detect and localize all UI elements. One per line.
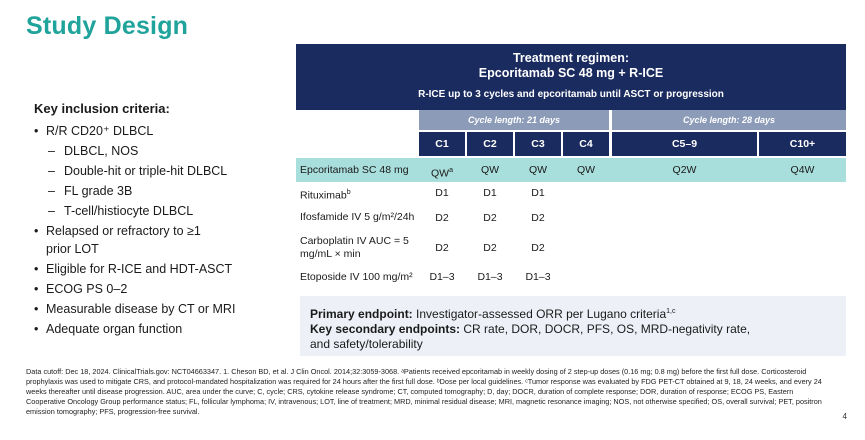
- row-label-rituximab: [300, 186, 351, 203]
- row-label-epcoritamab: Epcoritamab SC 48 mg: [300, 164, 409, 176]
- criteria-item: • Eligible for R-ICE and HDT-ASCT: [34, 260, 294, 278]
- table-cell: D1–3: [429, 271, 455, 283]
- footnote: Data cutoff: Dec 18, 2024. ClinicalTrials.gov: NCT04663347. 1. Cheson BD, et al. J Clin Oncol. 2014;32:3059-3068. ᵃPatients received epcoritamab in weekly dosing of 2 step-up doses (0.16 mg; 0.8 mg) before the first full dose. Corticosteroid prophylaxis was used to mitigate CRS, and protocol-mandated hospitalization was required for 24 hours after the first full dose. ᵇDose per local guidelines. ᶜTumor response was evaluated by FDG PET-CT obtained at 9, 18, 24 weeks, and every 24 weeks thereafter until disease progression. AUC, area under the curve; C, cycle; CRS, cytokine release syndrome; CT, computed tomography; D, day; DOCR, duration of complete response; DOR, duration of response; ECOG PS, Eastern Cooperative Oncology Group performance status; FL, follicular lymphoma; IV, intravenous; LOT, line of treatment; MRD, minimal residual disease; MRI, magnetic resonance imaging; NOS, not otherwise specified; OS, overall survival; PET, positron emission tomography; PFS, progression-free survival.: [26, 367, 822, 416]
- cycle-header: C5–9: [612, 132, 757, 156]
- table-cell: D1: [435, 187, 449, 199]
- inclusion-criteria: [34, 100, 294, 340]
- regimen-name: Epcoritamab SC 48 mg + R-ICE: [478, 66, 664, 80]
- table-cell: QW: [480, 164, 500, 176]
- table-cell: QW: [576, 164, 596, 176]
- cycle-header: C1: [419, 132, 465, 156]
- table-cell: QW: [528, 164, 548, 176]
- table-cell: D2: [531, 212, 545, 224]
- secondary-endpoints: [310, 322, 836, 337]
- criteria-heading: Key inclusion criteria:: [34, 101, 170, 116]
- table-cell: D1: [531, 187, 545, 199]
- label-text: Rituximab: [300, 189, 347, 202]
- row-label-ifosfamide: Ifosfamide IV 5 g/m²/24h: [300, 211, 415, 223]
- cell-text: QW: [431, 167, 450, 180]
- page-title: Study Design: [26, 12, 189, 40]
- criteria-subitem: – Double-hit or triple-hit DLBCL: [34, 162, 294, 180]
- regimen-title: Treatment regimen:: [512, 51, 629, 65]
- table-cell: Q4W: [790, 164, 815, 176]
- table-cell: D1–3: [525, 271, 551, 283]
- label-text: Carboplatin IV AUC = 5: [300, 235, 409, 247]
- cycle-header: C2: [467, 132, 513, 156]
- cycle-length-21: Cycle length: 21 days: [419, 110, 609, 130]
- criteria-subitem: – FL grade 3B: [34, 182, 294, 200]
- criteria-list: [34, 122, 294, 338]
- criteria-item: • Adequate organ function: [34, 320, 294, 338]
- table-cell: [419, 164, 465, 181]
- primary-endpoint-label: Primary endpoint:: [310, 307, 413, 321]
- primary-endpoint-superscript: 1,c: [666, 308, 676, 315]
- primary-endpoint: [310, 304, 836, 322]
- primary-endpoint-text: Investigator-assessed ORR per Lugano criteria: [412, 307, 667, 321]
- criteria-subitem: – DLBCL, NOS: [34, 142, 294, 160]
- row-label-carboplatin: [300, 235, 409, 261]
- regimen-description: R-ICE up to 3 cycles and epcoritamab until ASCT or progression: [418, 89, 724, 100]
- table-cell: D2: [435, 242, 449, 254]
- criteria-text: Relapsed or refractory to ≥1: [46, 224, 201, 238]
- cycle-header: C3: [515, 132, 561, 156]
- criteria-item: • ECOG PS 0–2: [34, 280, 294, 298]
- criteria-subitem: – T-cell/histiocyte DLBCL: [34, 202, 294, 220]
- cycle-header: C10+: [759, 132, 846, 156]
- secondary-endpoints-text: CR rate, DOR, DOCR, PFS, OS, MRD-negativity rate,: [460, 322, 751, 336]
- table-cell: D2: [435, 212, 449, 224]
- label-text: mg/mL × min: [300, 248, 361, 260]
- cycle-header: C4: [563, 132, 609, 156]
- cell-superscript: a: [449, 167, 453, 174]
- table-cell: D2: [531, 242, 545, 254]
- treatment-regimen-banner: [296, 44, 846, 110]
- table-cell: Q2W: [672, 164, 697, 176]
- criteria-item: [34, 222, 294, 258]
- criteria-item: • R/R CD20⁺ DLBCL: [34, 122, 294, 140]
- table-cell: D1: [483, 187, 497, 199]
- table-cell: D2: [483, 212, 497, 224]
- row-label-etoposide: Etoposide IV 100 mg/m²: [300, 271, 413, 283]
- criteria-text: prior LOT: [46, 242, 99, 256]
- criteria-item: • Measurable disease by CT or MRI: [34, 300, 294, 318]
- secondary-endpoints-label: Key secondary endpoints:: [310, 322, 461, 336]
- label-superscript: b: [346, 189, 351, 196]
- endpoints-box: [300, 296, 846, 356]
- table-cell: D2: [483, 242, 497, 254]
- secondary-endpoints-continued: and safety/tolerability: [310, 337, 423, 351]
- table-cell: D1–3: [477, 271, 503, 283]
- cycle-length-28: Cycle length: 28 days: [612, 110, 846, 130]
- page-number: 4: [842, 412, 847, 421]
